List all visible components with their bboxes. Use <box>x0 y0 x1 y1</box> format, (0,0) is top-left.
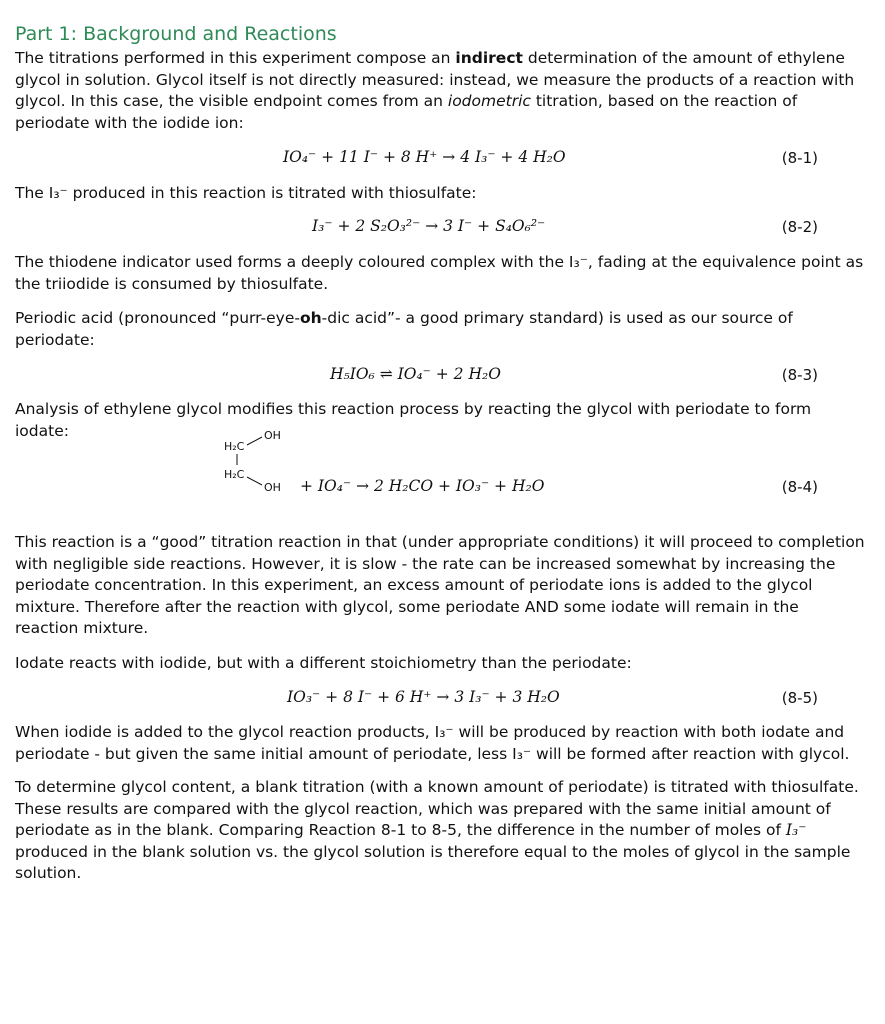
determine-text-c: produced in the blank solution vs. the glycol solution is therefore equal to the moles of glycol in the sample solution. <box>15 842 851 882</box>
periodic-text-a: Periodic acid (pronounced “purr-eye- <box>15 309 300 327</box>
intro-text-a: The titrations performed in this experiment compose an <box>15 49 456 67</box>
paragraph-iodate: Iodate reacts with iodide, but with a different stoichiometry than the periodate: <box>15 654 632 672</box>
equation-8-1: IO₄⁻ + 11 I⁻ + 8 H⁺ → 4 I₃⁻ + 4 H₂O <box>283 148 566 166</box>
intro-text-c: determination of the amount of ethylene glycol in solution. Glycol itself is not directly measured: instead, we measure the products of a reaction with glycol. In this case, the visible endpoint comes from an <box>15 49 855 110</box>
equation-number-8-2: (8-2) <box>781 218 818 236</box>
equation-8-2: I₃⁻ + 2 S₂O₃²⁻ → 3 I⁻ + S₄O₆²⁻ <box>312 217 546 235</box>
paragraph-glycol-analysis: Analysis of ethylene glycol modifies this reaction process by reacting the glycol with periodate to form iodate: <box>15 400 812 440</box>
equation-number-8-1: (8-1) <box>781 149 818 167</box>
section-heading: Part 1: Background and Reactions <box>15 23 337 45</box>
paragraph-good-titration: This reaction is a “good” titration reaction in that (under appropriate conditions) it will proceed to completion with negligible side reactions. However, it is slow - the rate can be increased somewhat by increasing the periodate concentration. In this experiment, an excess amount of periodate ions is added to the glycol mixture. Therefore after the reaction with glycol, some periodate AND some iodate will remain in the reaction mixture. <box>15 533 865 637</box>
molecule-h2c-bottom: H₂C <box>224 468 245 481</box>
paragraph-indicator: The thiodene indicator used forms a deeply coloured complex with the I₃⁻, fading at the equivalence point as the triiodide is consumed by thiosulfate. <box>15 253 864 293</box>
molecule-oh-bottom: OH <box>264 481 281 494</box>
intro-italic-iodometric: iodometric <box>447 92 531 110</box>
equation-8-4: + IO₄⁻ → 2 H₂CO + IO₃⁻ + H₂O <box>300 477 545 495</box>
determine-text-a: To determine glycol content, a blank titration (with a known amount of periodate) is titrated with thiosulfate. These results are compared with the glycol reaction, which was prepared with the same initial amount of periodate as in the blank. Comparing Reaction 8-1 to 8-5, the difference in the number of moles of <box>15 778 859 839</box>
periodic-text-c: -dic acid”- a good primary standard) is used as our source of periodate: <box>15 309 793 349</box>
periodic-bold-oh: oh <box>299 309 322 327</box>
paragraph-periodic-acid <box>15 308 867 351</box>
equation-number-8-5: (8-5) <box>781 689 818 707</box>
equation-8-5: IO₃⁻ + 8 I⁻ + 6 H⁺ → 3 I₃⁻ + 3 H₂O <box>287 688 560 706</box>
paragraph-intro <box>15 48 867 134</box>
paragraph-determine-glycol <box>15 777 867 885</box>
ethylene-glycol-structure <box>222 423 302 495</box>
bond-c-oh-bottom <box>247 477 262 485</box>
molecule-h2c-top: H₂C <box>224 440 245 453</box>
determine-italic-i3: I₃⁻ <box>785 821 807 839</box>
intro-text-e: titration, based on the reaction of periodate with the iodide ion: <box>15 92 798 132</box>
molecule-oh-top: OH <box>264 429 281 442</box>
paragraph-thiosulfate: The I₃⁻ produced in this reaction is titrated with thiosulfate: <box>15 184 477 202</box>
bond-c-oh-top <box>247 437 262 445</box>
intro-bold-indirect: indirect <box>455 49 523 67</box>
equation-number-8-4: (8-4) <box>781 478 818 496</box>
paragraph-iodide-added: When iodide is added to the glycol reaction products, I₃⁻ will be produced by reaction with both iodate and periodate - but given the same initial amount of periodate, less I₃⁻ will be formed after reaction with glycol. <box>15 723 850 763</box>
equation-number-8-3: (8-3) <box>781 366 818 384</box>
equation-8-3: H₅IO₆ ⇌ IO₄⁻ + 2 H₂O <box>330 365 501 383</box>
